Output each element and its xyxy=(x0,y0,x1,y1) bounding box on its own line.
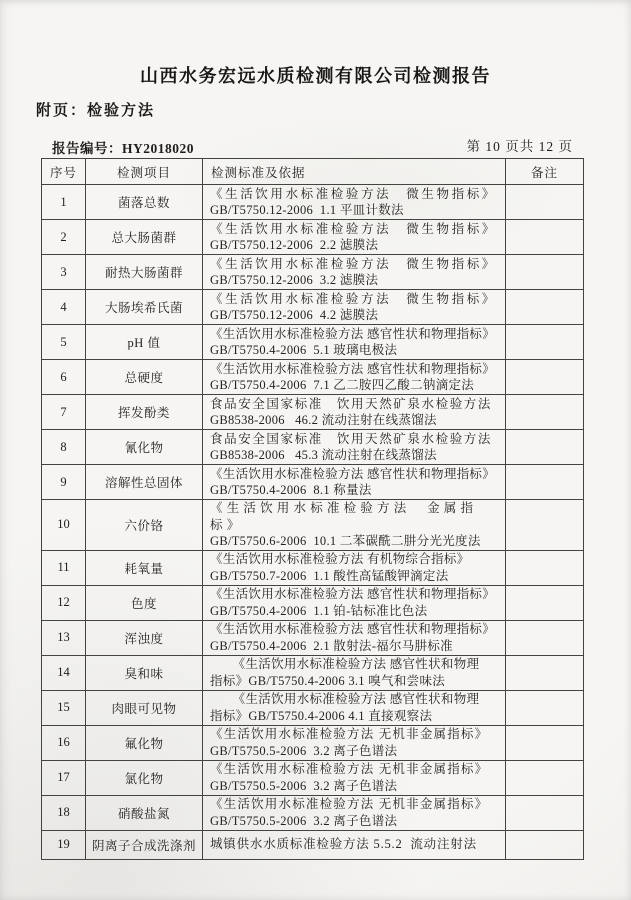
test-standard xyxy=(203,395,506,430)
standard-line2: GB8538-2006 46.2 流动注射在线蒸馏法 xyxy=(210,413,437,427)
row-number: 3 xyxy=(42,255,86,290)
test-standard xyxy=(203,220,506,255)
remark-cell xyxy=(506,255,584,290)
table-row xyxy=(42,830,584,859)
standard-line1: 《生活饮用水标准检验方法 无机非金属指标》 xyxy=(210,762,489,776)
row-number: 17 xyxy=(42,760,86,795)
table-row xyxy=(42,465,584,500)
standard-line1: 城镇供水水质标准检验方法 5.5.2 流动注射法 xyxy=(210,837,477,852)
test-item: 氰化物 xyxy=(86,430,203,465)
appendix-label: 附页：检验方法 xyxy=(36,102,156,119)
test-item: 浑浊度 xyxy=(86,620,203,655)
row-number: 15 xyxy=(42,690,86,725)
remark-cell xyxy=(506,290,584,325)
row-number: 10 xyxy=(42,500,86,551)
test-standard xyxy=(203,830,506,859)
standard-line1: 《生活饮用水标准检验方法 感官性状和物理 xyxy=(232,657,480,671)
remark-cell xyxy=(506,725,584,760)
standard-line1: 《生活饮用水标准检验方法 无机非金属指标》 xyxy=(210,797,489,811)
remark-cell xyxy=(506,220,584,255)
standard-line1: 《生活饮用水标准检验方法 微生物指标》 xyxy=(210,221,497,236)
table-row xyxy=(42,360,584,395)
table-row xyxy=(42,550,584,585)
remark-cell xyxy=(506,655,584,690)
test-standard xyxy=(203,290,506,325)
row-number: 8 xyxy=(42,430,86,465)
test-item: pH 值 xyxy=(86,325,203,360)
test-standard xyxy=(203,760,506,795)
standard-line2: GB/T5750.12-2006 1.1 平皿计数法 xyxy=(210,203,404,217)
test-item: 硝酸盐氮 xyxy=(86,795,203,830)
standard-line2: GB/T5750.6-2006 10.1 二苯碳酰二肼分光光度法 xyxy=(210,534,481,548)
report-number-value: HY2018020 xyxy=(122,141,194,156)
methods-table xyxy=(41,158,584,860)
standard-line1: 《生活饮用水标准检验方法 金属指标》 xyxy=(210,501,478,532)
remark-cell xyxy=(506,550,584,585)
remark-cell xyxy=(506,465,584,500)
col-header-standard: 检测标准及依据 xyxy=(203,159,506,185)
test-item: 大肠埃希氏菌 xyxy=(86,290,203,325)
table-header-row xyxy=(42,159,584,185)
col-header-no: 序号 xyxy=(42,159,86,185)
table-body xyxy=(42,185,584,860)
test-standard xyxy=(203,465,506,500)
standard-line2: GB/T5750.4-2006 8.1 称量法 xyxy=(210,483,372,497)
test-standard xyxy=(203,585,506,620)
standard-line2: GB/T5750.5-2006 3.2 离子色谱法 xyxy=(210,778,398,793)
col-header-remark: 备注 xyxy=(506,159,584,185)
remark-cell xyxy=(506,830,584,859)
page-title: 山西水务宏远水质检测有限公司检测报告 xyxy=(140,66,491,86)
report-number xyxy=(52,137,194,157)
table-row xyxy=(42,655,584,690)
test-item: 总大肠菌群 xyxy=(86,220,203,255)
standard-line2: GB/T5750.4-2006 5.1 玻璃电极法 xyxy=(210,343,398,357)
table-row xyxy=(42,725,584,760)
standard-line1: 《生活饮用水标准检验方法 微生物指标》 xyxy=(210,186,497,201)
standard-line2: 指标》GB/T5750.4-2006 3.1 嗅气和尝味法 xyxy=(210,673,446,688)
row-number: 18 xyxy=(42,795,86,830)
standard-line2: GB/T5750.4-2006 2.1 散射法-福尔马肼标准 xyxy=(210,638,453,653)
standard-line2: GB/T5750.12-2006 4.2 滤膜法 xyxy=(210,308,379,322)
table-row xyxy=(42,760,584,795)
standard-line1: 《生活饮用水标准检验方法 感官性状和物理 xyxy=(232,692,480,706)
standard-line2: GB8538-2006 45.3 流动注射在线蒸馏法 xyxy=(210,448,437,462)
test-item: 臭和味 xyxy=(86,655,203,690)
table-row xyxy=(42,620,584,655)
test-item: 耐热大肠菌群 xyxy=(86,255,203,290)
test-standard xyxy=(203,620,506,655)
row-number: 5 xyxy=(42,325,86,360)
test-standard xyxy=(203,430,506,465)
row-number: 14 xyxy=(42,655,86,690)
row-number: 16 xyxy=(42,725,86,760)
standard-line1: 《生活饮用水标准检验方法 微生物指标》 xyxy=(210,291,497,306)
test-item: 六价铬 xyxy=(86,500,203,551)
standard-line1: 《生活饮用水标准检验方法 感官性状和物理指标》 xyxy=(210,326,496,341)
report-number-label: 报告编号： xyxy=(52,141,122,156)
test-standard xyxy=(203,255,506,290)
test-standard xyxy=(203,655,506,690)
standard-line1: 食品安全国家标准 饮用天然矿泉水检验方法 xyxy=(210,396,493,411)
standard-line2: GB/T5750.5-2006 3.2 离子色谱法 xyxy=(210,813,398,828)
table-row xyxy=(42,290,584,325)
test-item: 氯化物 xyxy=(86,760,203,795)
test-item: 总硬度 xyxy=(86,360,203,395)
standard-line2: GB/T5750.4-2006 7.1 乙二胺四乙酸二钠滴定法 xyxy=(210,378,475,392)
row-number: 6 xyxy=(42,360,86,395)
test-item: 氟化物 xyxy=(86,725,203,760)
test-item: 色度 xyxy=(86,585,203,620)
table-row xyxy=(42,325,584,360)
remark-cell xyxy=(506,325,584,360)
standard-line1: 食品安全国家标准 饮用天然矿泉水检验方法 xyxy=(210,431,493,446)
table-row xyxy=(42,795,584,830)
test-standard xyxy=(203,550,506,585)
remark-cell xyxy=(506,395,584,430)
standard-line1: 《生活饮用水标准检验方法 感官性状和物理指标》 xyxy=(210,587,496,601)
test-standard xyxy=(203,725,506,760)
standard-line1: 《生活饮用水标准检验方法 有机物综合指标》 xyxy=(210,552,470,566)
standard-line2: GB/T5750.12-2006 3.2 滤膜法 xyxy=(210,273,379,287)
table-row xyxy=(42,500,584,551)
standard-line1: 《生活饮用水标准检验方法 感官性状和物理指标》 xyxy=(210,466,496,481)
table-row xyxy=(42,690,584,725)
row-number: 2 xyxy=(42,220,86,255)
remark-cell xyxy=(506,585,584,620)
standard-line2: GB/T5750.4-2006 1.1 铂-钴标准比色法 xyxy=(210,603,428,618)
remark-cell xyxy=(506,795,584,830)
col-header-item: 检测项目 xyxy=(86,159,203,185)
remark-cell xyxy=(506,620,584,655)
row-number: 19 xyxy=(42,830,86,859)
test-standard xyxy=(203,360,506,395)
test-item: 阴离子合成洗涤剂 xyxy=(86,830,203,859)
test-standard xyxy=(203,325,506,360)
standard-line2: 指标》GB/T5750.4-2006 4.1 直接观察法 xyxy=(210,708,433,723)
test-item: 挥发酚类 xyxy=(86,395,203,430)
row-number: 11 xyxy=(42,550,86,585)
remark-cell xyxy=(506,500,584,551)
remark-cell xyxy=(506,185,584,220)
test-item: 菌落总数 xyxy=(86,185,203,220)
remark-cell xyxy=(506,430,584,465)
standard-line1: 《生活饮用水标准检验方法 微生物指标》 xyxy=(210,256,497,271)
row-number: 12 xyxy=(42,585,86,620)
standard-line1: 《生活饮用水标准检验方法 感官性状和物理指标》 xyxy=(210,361,496,376)
test-standard xyxy=(203,500,506,551)
row-number: 13 xyxy=(42,620,86,655)
table-row xyxy=(42,185,584,220)
row-number: 1 xyxy=(42,185,86,220)
table-row xyxy=(42,255,584,290)
test-item: 耗氧量 xyxy=(86,550,203,585)
row-number: 9 xyxy=(42,465,86,500)
remark-cell xyxy=(506,690,584,725)
standard-line2: GB/T5750.7-2006 1.1 酸性高锰酸钾滴定法 xyxy=(210,568,449,583)
row-number: 7 xyxy=(42,395,86,430)
page-indicator: 第 10 页共 12 页 xyxy=(466,139,573,154)
standard-line1: 《生活饮用水标准检验方法 感官性状和物理指标》 xyxy=(210,622,496,636)
test-standard xyxy=(203,690,506,725)
table-row xyxy=(42,430,584,465)
standard-line2: GB/T5750.5-2006 3.2 离子色谱法 xyxy=(210,743,398,758)
test-standard xyxy=(203,795,506,830)
remark-cell xyxy=(506,760,584,795)
test-item: 溶解性总固体 xyxy=(86,465,203,500)
test-standard xyxy=(203,185,506,220)
remark-cell xyxy=(506,360,584,395)
row-number: 4 xyxy=(42,290,86,325)
standard-line1: 《生活饮用水标准检验方法 无机非金属指标》 xyxy=(210,727,489,741)
test-item: 肉眼可见物 xyxy=(86,690,203,725)
table-row xyxy=(42,585,584,620)
table-row xyxy=(42,220,584,255)
standard-line2: GB/T5750.12-2006 2.2 滤膜法 xyxy=(210,238,379,252)
table-row xyxy=(42,395,584,430)
